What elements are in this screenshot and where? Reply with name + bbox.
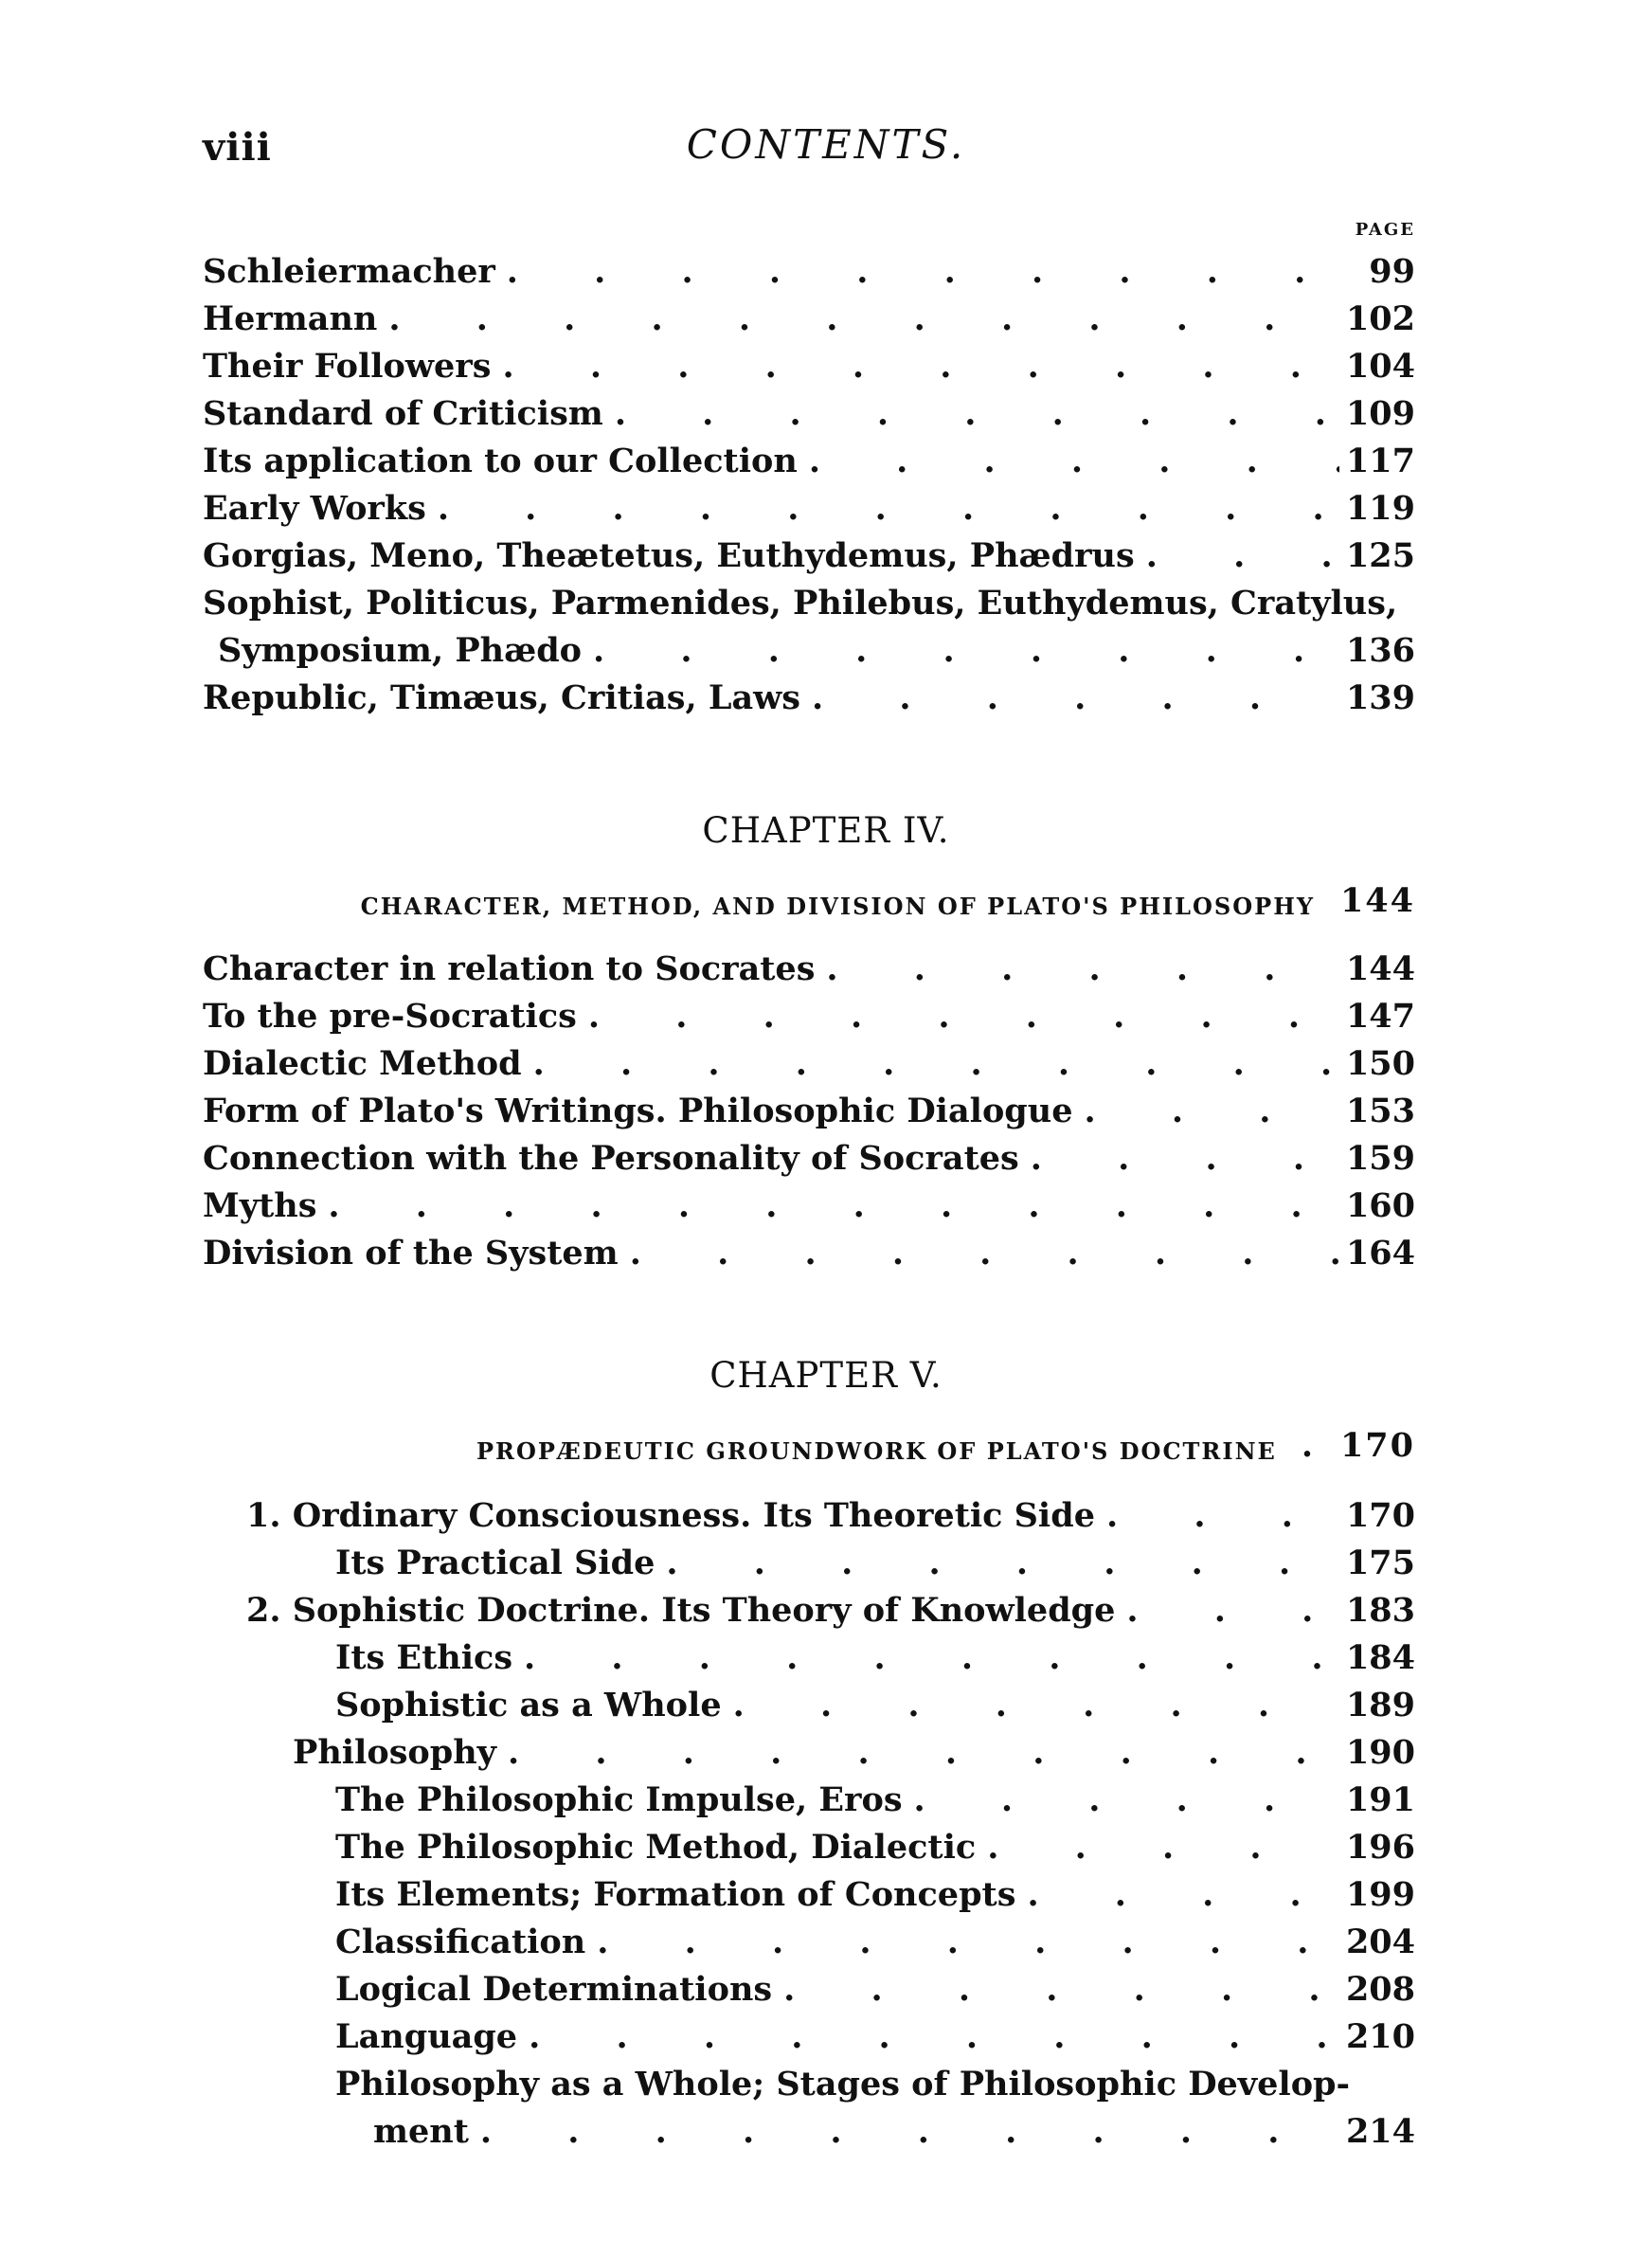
toc-entry: Form of Plato's Writings. Philosophic Dialogue . . . 153 xyxy=(203,1088,1415,1135)
toc-entry: Division of the System . . . 164 xyxy=(203,1230,1415,1277)
toc-entry: Its Ethics . . . 184 xyxy=(203,1634,1415,1682)
page-folio: viii xyxy=(203,125,272,170)
chapter-v-heading: CHAPTER V. xyxy=(709,1355,943,1396)
toc-entry: Hermann . . . 102 xyxy=(203,296,1415,343)
chapter-iv-subtitle xyxy=(361,881,1415,920)
toc-entry-wrapped-end: Symposium, Phædo . . . 136 xyxy=(203,627,1415,675)
toc-entry: Sophistic as a Whole . . . 189 xyxy=(203,1682,1415,1729)
toc-entry: 1. Ordinary Consciousness. Its Theoretic Side . . . 170 xyxy=(203,1492,1415,1540)
toc-section-continued xyxy=(203,220,1415,722)
toc-entry: The Philosophic Method, Dialectic . . . 196 xyxy=(203,1824,1415,1871)
toc-entry: Dialectic Method . . . 150 xyxy=(203,1040,1415,1088)
toc-entry-wrapped-start: Philosophy as a Whole; Stages of Philosophic Develop- xyxy=(335,2065,1351,2104)
chapter-iv-subtitle-text: CHARACTER, METHOD, AND DIVISION OF PLATO'S PHILOSOPHY xyxy=(360,893,1315,920)
toc-entry: Their Followers . . . 104 xyxy=(203,343,1415,390)
toc-entry: Early Works . . . 119 xyxy=(203,485,1415,533)
chapter-v-subtitle: PROPÆDEUTIC GROUNDWORK OF PLATO'S DOCTRINE . 170 xyxy=(476,1426,1415,1465)
page-column-label: PAGE xyxy=(1355,220,1415,240)
toc-entry: Gorgias, Meno, Theætetus, Euthydemus, Phædrus . . . 125 xyxy=(203,533,1415,580)
toc-entry: Myths . . . 160 xyxy=(203,1183,1415,1230)
toc-entry: Its application to our Collection . . . 117 xyxy=(203,438,1415,485)
toc-entry: Schleiermacher . . . 99 xyxy=(203,248,1415,296)
toc-entry: The Philosophic Impulse, Eros . . . 191 xyxy=(203,1777,1415,1824)
chapter-iv-heading: CHAPTER IV. xyxy=(702,810,950,851)
toc-entry: 2. Sophistic Doctrine. Its Theory of Knowledge . . . 183 xyxy=(203,1587,1415,1634)
toc-chapter-v xyxy=(203,1492,1415,2156)
chapter-v-subtitle-page: 170 xyxy=(1339,1426,1415,1465)
toc-entry-wrapped-end: ment . . . 214 xyxy=(203,2108,1415,2156)
toc-entry: Its Elements; Formation of Concepts . . . 199 xyxy=(203,1871,1415,1919)
running-title: CONTENTS. xyxy=(686,121,966,168)
toc-entry: Connection with the Personality of Socrates . . . 159 xyxy=(203,1135,1415,1183)
toc-entry: Character in relation to Socrates . . . 144 xyxy=(203,946,1415,993)
toc-entry: Logical Determinations . . . 208 xyxy=(203,1966,1415,2013)
toc-entry-wrapped-start: Sophist, Politicus, Parmenides, Philebus, Euthydemus, Cratylus, xyxy=(203,584,1398,623)
chapter-iv-subtitle-page: 144 xyxy=(1339,881,1415,920)
toc-entry: Classification . . . 204 xyxy=(203,1919,1415,1966)
toc-entry: Philosophy . . . 190 xyxy=(203,1729,1415,1777)
toc-entry: Republic, Timæus, Critias, Laws . . . 139 xyxy=(203,675,1415,722)
chapter-v-subtitle-text: PROPÆDEUTIC GROUNDWORK OF PLATO'S DOCTRINE xyxy=(476,1437,1277,1465)
toc-entry: Standard of Criticism . . . 109 xyxy=(203,390,1415,438)
toc-entry: Its Practical Side . . . 175 xyxy=(203,1540,1415,1587)
toc-entry: Language . . . 210 xyxy=(203,2013,1415,2061)
toc-entry: To the pre-Socratics . . . 147 xyxy=(203,993,1415,1040)
toc-chapter-iv xyxy=(203,946,1415,1277)
